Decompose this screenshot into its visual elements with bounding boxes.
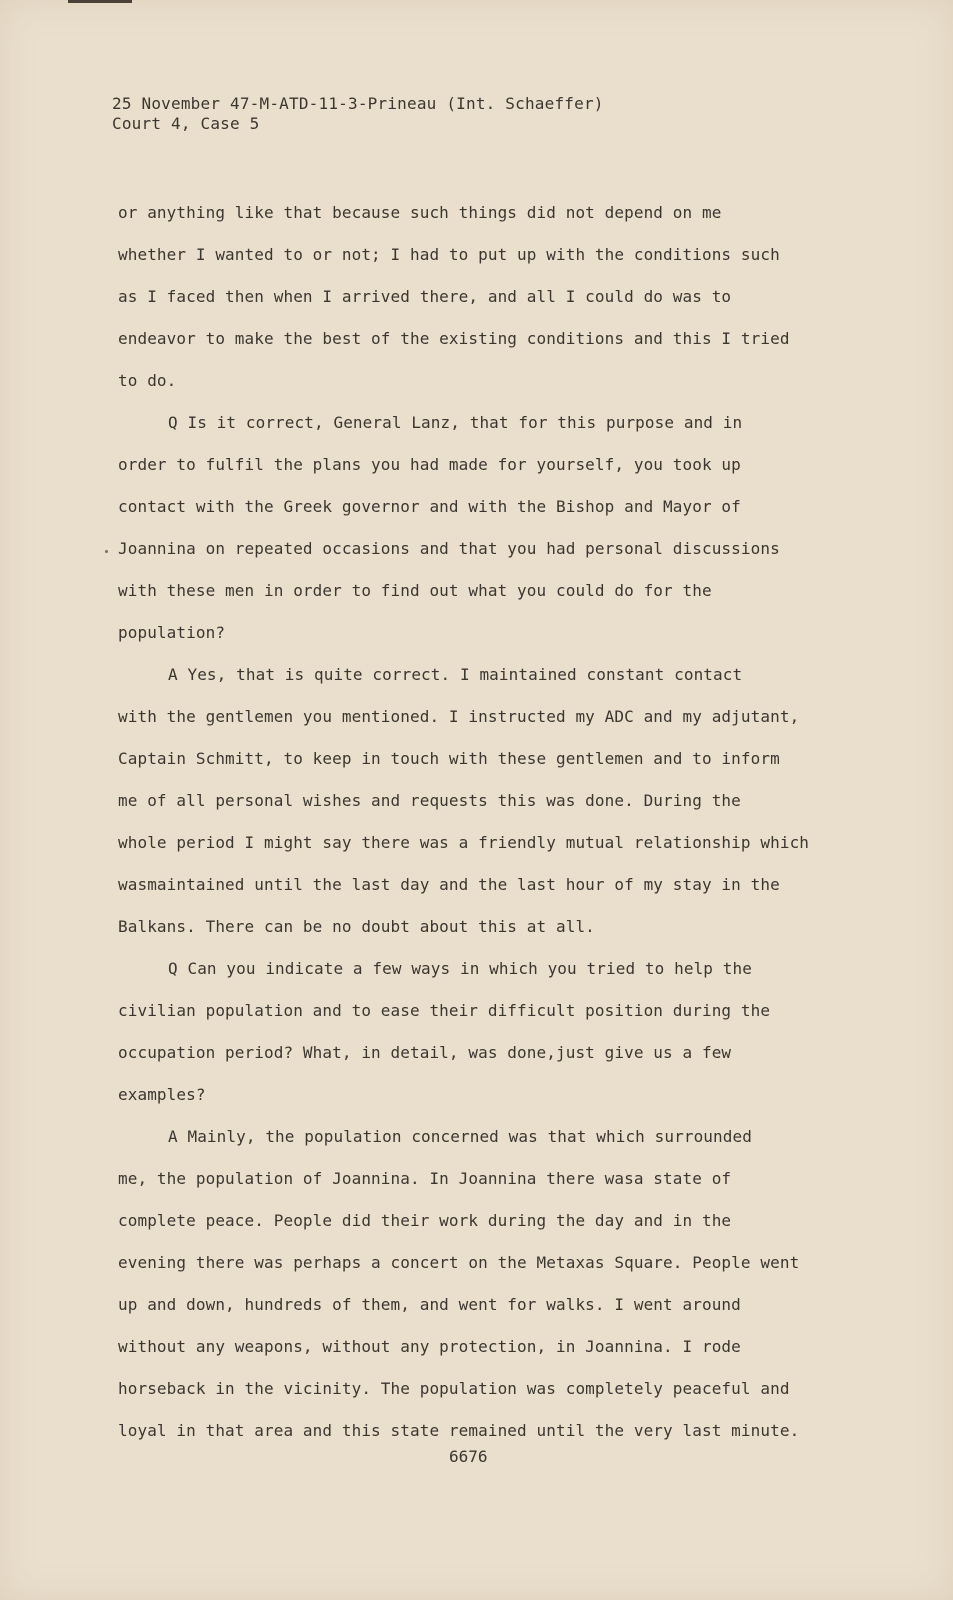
- answer-paragraph: [118, 654, 858, 948]
- text-line: wasmaintained until the last day and the last hour of my stay in the: [118, 875, 780, 894]
- text-line: with the gentlemen you mentioned. I instructed my ADC and my adjutant,: [118, 707, 800, 726]
- answer-paragraph: [118, 1116, 858, 1452]
- text-line: without any weapons, without any protection, in Joannina. I rode: [118, 1337, 741, 1356]
- page-number: 6676: [449, 1447, 488, 1466]
- document-header: [112, 94, 604, 134]
- text-line: occupation period? What, in detail, was done,just give us a few: [118, 1043, 732, 1062]
- transcript-body: [118, 192, 858, 1452]
- text-line: whether I wanted to or not; I had to put up with the conditions such: [118, 245, 780, 264]
- text-line: contact with the Greek governor and with the Bishop and Mayor of: [118, 497, 741, 516]
- text-line: Balkans. There can be no doubt about this at all.: [118, 917, 595, 936]
- text-line: A Mainly, the population concerned was that which surrounded: [168, 1127, 752, 1146]
- text-line: civilian population and to ease their difficult position during the: [118, 1001, 771, 1020]
- text-line: or anything like that because such things did not depend on me: [118, 203, 722, 222]
- text-line: Q Is it correct, General Lanz, that for this purpose and in: [168, 413, 743, 432]
- top-edge-mark: [68, 0, 132, 3]
- text-line: me of all personal wishes and requests this was done. During the: [118, 791, 741, 810]
- text-line: Q Can you indicate a few ways in which you tried to help the: [168, 959, 752, 978]
- text-line: Captain Schmitt, to keep in touch with these gentlemen and to inform: [118, 749, 780, 768]
- text-line: endeavor to make the best of the existing conditions and this I tried: [118, 329, 790, 348]
- text-line: evening there was perhaps a concert on the Metaxas Square. People went: [118, 1253, 800, 1272]
- text-line: whole period I might say there was a friendly mutual relationship which: [118, 833, 810, 852]
- header-date-reference: 25 November 47-M-ATD-11-3-Prineau (Int. Schaeffer): [112, 94, 604, 113]
- paper-blemish: [105, 550, 108, 553]
- text-line: up and down, hundreds of them, and went for walks. I went around: [118, 1295, 741, 1314]
- text-line: to do.: [118, 371, 177, 390]
- paragraph-continuation: [118, 192, 858, 402]
- text-line: loyal in that area and this state remained until the very last minute.: [118, 1421, 800, 1440]
- text-line: horseback in the vicinity. The population was completely peaceful and: [118, 1379, 790, 1398]
- text-line: A Yes, that is quite correct. I maintained constant contact: [168, 665, 743, 684]
- text-line: order to fulfil the plans you had made for yourself, you took up: [118, 455, 741, 474]
- text-line: complete peace. People did their work during the day and in the: [118, 1211, 732, 1230]
- header-court-case: Court 4, Case 5: [112, 114, 260, 133]
- text-line: population?: [118, 623, 226, 642]
- text-line: as I faced then when I arrived there, and all I could do was to: [118, 287, 732, 306]
- text-line: examples?: [118, 1085, 206, 1104]
- question-paragraph: [118, 402, 858, 654]
- text-line: me, the population of Joannina. In Joannina there wasa state of: [118, 1169, 732, 1188]
- text-line: Joannina on repeated occasions and that you had personal discussions: [118, 539, 780, 558]
- text-line: with these men in order to find out what you could do for the: [118, 581, 712, 600]
- question-paragraph: [118, 948, 858, 1116]
